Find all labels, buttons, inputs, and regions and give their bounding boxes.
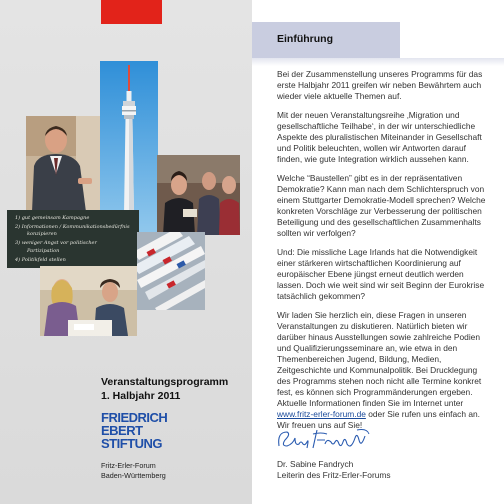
paragraph-1: Bei der Zusammenstellung unseres Programms für das erste Halbjahr 2011 greifen wir neben Bewährtem auch wieder viele aktuelle Themen auf.: [277, 69, 483, 101]
photo-audience-group: [157, 155, 240, 235]
section-heading: Einführung: [277, 33, 333, 45]
signatory: [277, 459, 391, 481]
logo-line-3: STIFTUNG: [101, 436, 162, 451]
intro-text: [277, 69, 492, 439]
forum-region: Baden-Württemberg: [101, 470, 166, 480]
paragraph-5-tail: oder Sie rufen uns einfach an. Wir freuen uns auf Sie!: [277, 409, 480, 430]
photo-flags: [137, 232, 205, 310]
forum-name: Fritz-Erler-Forum: [101, 461, 156, 470]
signatory-role: Leiterin des Fritz-Erler-Forums: [277, 470, 391, 480]
paragraph-5-text: Wir laden Sie herzlich ein, diese Fragen in unseren Veranstaltungen zu diskutieren. Natürlich bieten wir darüber hinaus Ausstellungen sowie zahlreiche Podien und Qualifizierungsseminare an, wie etwa in den Themenbereichen Jugend, Bildung, Medien, Zeitgeschichte und Kommunalpolitik. Bei Drucklegung des Programms stehen noch nicht alle Termine konkret fest, es können sich Programmänderungen ergeben. Aktuelle Informationen finden Sie im Internet unter: [277, 310, 482, 408]
logo-line-2: EBERT: [101, 423, 143, 438]
logo-line-1: FRIEDRICH: [101, 410, 168, 425]
handwritten-signature: [273, 424, 373, 454]
photo-meeting: [40, 266, 137, 336]
heading-band-fade: [252, 58, 504, 66]
website-link[interactable]: www.fritz-erler-forum.de: [277, 409, 366, 419]
chalk-line-3: konzipieren: [27, 231, 57, 237]
program-title-line2: 1. Halbjahr 2011: [101, 390, 181, 402]
chalk-line-2: 2) Informationen / Kommunikationsbedürfnis: [15, 224, 130, 230]
chalk-line-6: 4) Politikfeld stellen: [15, 257, 66, 263]
paragraph-4: Und: Die missliche Lage Irlands hat die Notwendigkeit einer stärkeren wirtschaftlichen Koordinierung auf europäischer Ebene jüngst erneut deutlich werden lassen. Doch wie weit sind wir seit Beginn der Eurokrise tatsächlich gekommen?: [277, 247, 485, 301]
forum-address: [101, 461, 166, 480]
photo-speaker: [26, 116, 102, 212]
red-accent-bar: [101, 0, 162, 24]
program-title-line1: Veranstaltungsprogramm: [101, 376, 229, 388]
chalk-line-1: 1) gut gemeinsam Kampagne: [15, 215, 90, 221]
friedrich-ebert-stiftung-logo: [101, 411, 171, 455]
paragraph-5: [277, 310, 492, 431]
chalk-line-4: 3) weniger Angst vor politischer: [15, 240, 97, 246]
paragraph-2: Mit der neuen Veranstaltungsreihe ‚Migration und gesellschaftliche Teilhabe‘, in der wir unterschiedliche Aspekte des pluralistischen Miteinander in Gesellschaft und Politik beleuchten, wollen wir Antworten darauf finden, wie gute Integration wirklich aussehen kann.: [277, 110, 482, 164]
chalk-line-5: Partizipation: [27, 248, 60, 254]
signatory-name: Dr. Sabine Fandrych: [277, 459, 354, 469]
program-title: [101, 375, 251, 403]
photo-chalkboard: [7, 210, 139, 268]
paragraph-3: Welche “Baustellen” gibt es in der repräsentativen Demokratie? Kann man nach dem Schlichterspruch von einem Stuttgarter Demokratie-Modell sprechen? Welche konkreten Vorschläge zur Verbesserung der politischen Beteiligung und des gesellschaftlichen Zusammenhalts sollten wir verfolgen?: [277, 173, 486, 238]
